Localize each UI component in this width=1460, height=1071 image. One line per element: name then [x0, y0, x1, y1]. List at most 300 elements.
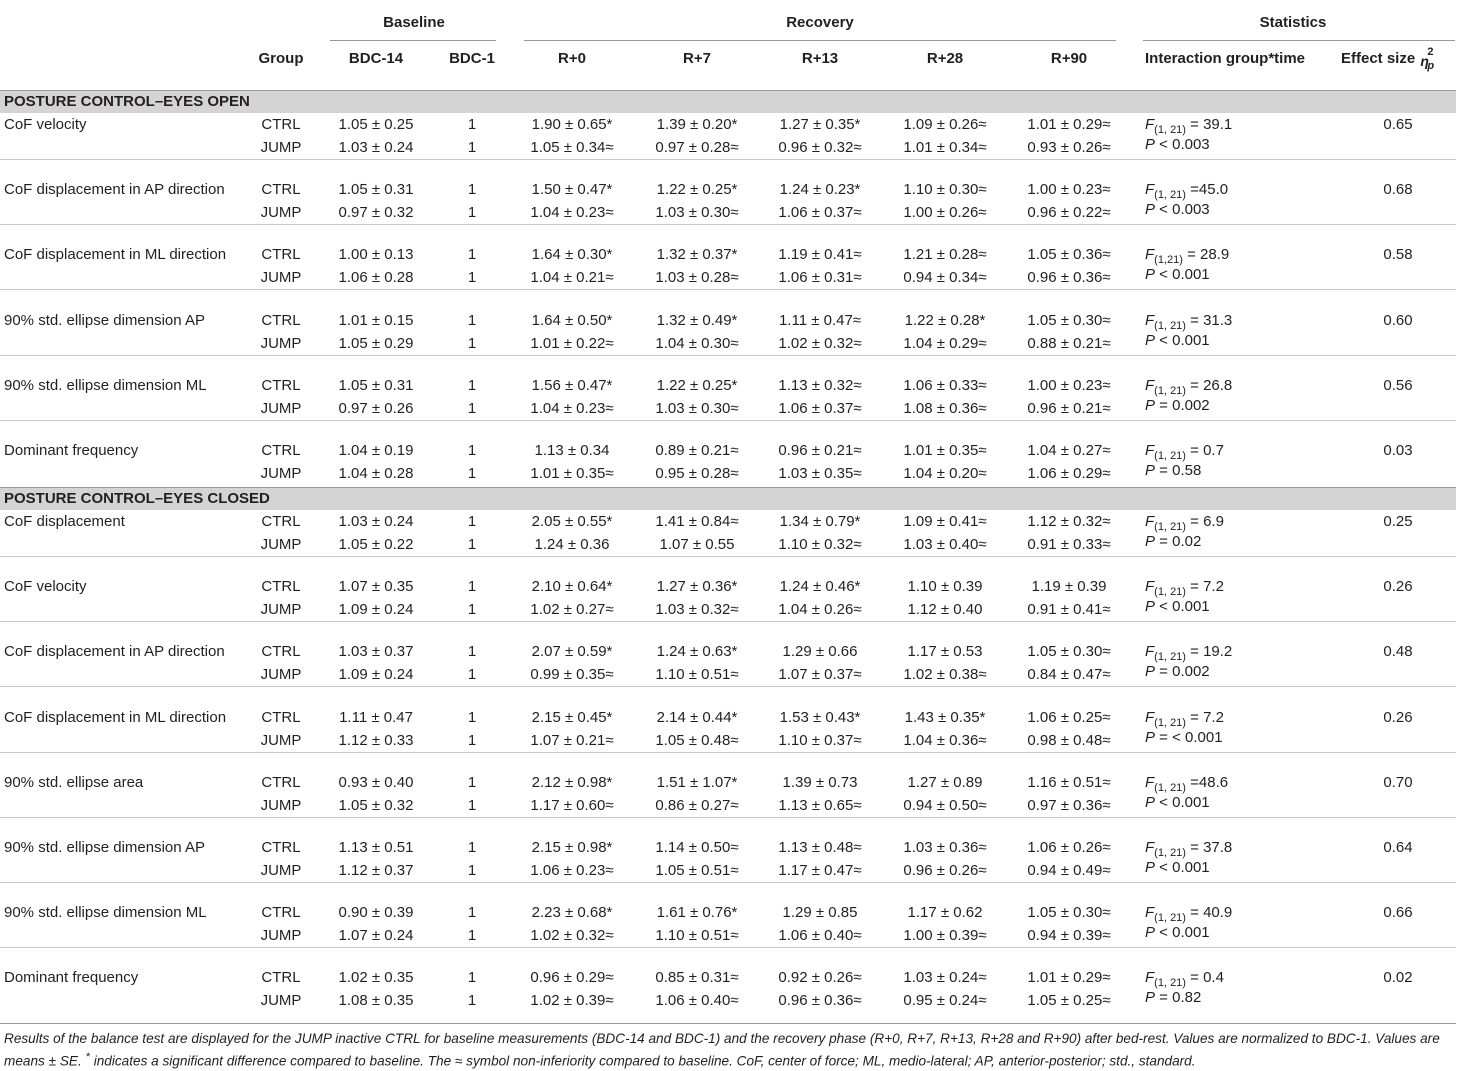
header-baseline: Baseline	[383, 14, 445, 31]
p-letter: P	[1145, 989, 1156, 1007]
cell-value: 1.01 ± 0.29≈	[1027, 969, 1111, 987]
p-statistic	[1145, 266, 1210, 284]
cell-value: 1.22 ± 0.28*	[904, 311, 986, 329]
cell-value: 0.94 ± 0.50≈	[903, 796, 987, 814]
p-statistic	[1145, 462, 1201, 480]
cell-value: 1.03 ± 0.24≈	[903, 969, 987, 987]
cell-value: 0.97 ± 0.36≈	[1027, 796, 1111, 814]
cell-value: 1.05 ± 0.31	[338, 376, 414, 394]
f-letter: F	[1145, 773, 1155, 791]
cell-value: 1.06 ± 0.33≈	[903, 376, 987, 394]
p-statistic	[1145, 201, 1210, 219]
cell-value: 0.96 ± 0.29≈	[530, 969, 614, 987]
f-value: = 37.8	[1185, 839, 1233, 856]
bdc1-value: 1	[467, 465, 477, 482]
section-title: POSTURE CONTROL–EYES OPEN	[4, 93, 250, 110]
f-degrees-of-freedom: (1, 21)	[1154, 781, 1186, 794]
group-label: JUMP	[260, 139, 302, 156]
cell-value: 0.88 ± 0.21≈	[1027, 334, 1111, 352]
cell-value: 1.00 ± 0.39≈	[903, 927, 987, 945]
cell-value: 1.32 ± 0.49*	[656, 311, 738, 329]
cell-value: 1.05 ± 0.34≈	[530, 139, 614, 156]
cell-value: 1.19 ± 0.41≈	[778, 246, 862, 264]
row-measure-label: CoF velocity	[4, 116, 87, 133]
f-degrees-of-freedom: (1, 21)	[1154, 189, 1186, 202]
bdc1-value: 1	[467, 181, 477, 199]
cell-value: 1.39 ± 0.20*	[656, 116, 738, 133]
row-separator	[0, 947, 1456, 948]
cell-value: 1.07 ± 0.21≈	[530, 731, 614, 749]
cell-value: 1.32 ± 0.37*	[656, 246, 738, 264]
cell-value: 1.05 ± 0.48≈	[655, 731, 739, 749]
cell-value: 1.04 ± 0.30≈	[655, 334, 739, 352]
cell-value: 1.04 ± 0.29≈	[903, 334, 987, 352]
cell-value: 1.13 ± 0.51	[338, 839, 414, 856]
cell-value: 1.06 ± 0.40≈	[655, 992, 739, 1010]
group-label: JUMP	[260, 601, 302, 619]
f-value: =48.6	[1185, 773, 1229, 791]
cell-value: 1.05 ± 0.32	[338, 796, 414, 814]
cell-value: 1.01 ± 0.22≈	[530, 334, 614, 352]
cell-value: 1.02 ± 0.27≈	[530, 601, 614, 619]
cell-value: 0.96 ± 0.36≈	[778, 992, 862, 1010]
cell-value: 1.03 ± 0.30≈	[655, 204, 739, 222]
row-separator	[0, 882, 1456, 883]
f-value: = 26.8	[1185, 376, 1233, 394]
cell-value: 1.03 ± 0.40≈	[903, 536, 987, 553]
f-degrees-of-freedom: (1, 21)	[1154, 977, 1186, 990]
cell-value: 1.05 ± 0.29	[338, 334, 414, 352]
cell-value: 0.95 ± 0.28≈	[655, 465, 739, 482]
cell-value: 1.05 ± 0.30≈	[1027, 643, 1111, 661]
p-letter: P	[1145, 793, 1156, 811]
f-letter: F	[1145, 578, 1155, 596]
cell-value: 1.12 ± 0.37	[338, 862, 414, 879]
cell-value: 1.00 ± 0.26≈	[903, 204, 987, 222]
bdc1-value: 1	[467, 204, 477, 222]
cell-value: 0.97 ± 0.28≈	[655, 139, 739, 156]
bdc1-value: 1	[467, 796, 477, 814]
cell-value: 2.07 ± 0.59*	[531, 643, 613, 661]
cell-value: 1.12 ± 0.32≈	[1027, 513, 1111, 530]
f-letter: F	[1145, 643, 1155, 661]
row-separator	[0, 686, 1456, 687]
cell-value: 1.64 ± 0.50*	[531, 311, 613, 329]
bdc1-value: 1	[467, 773, 477, 791]
cell-value: 1.04 ± 0.21≈	[530, 269, 614, 287]
col-header-bdc1: BDC-1	[449, 50, 495, 67]
group-label: JUMP	[260, 399, 302, 417]
cell-value: 1.03 ± 0.28≈	[655, 269, 739, 287]
col-header-group: Group	[258, 50, 304, 67]
col-header-r13: R+13	[801, 50, 839, 67]
col-header-effect-size	[1341, 46, 1437, 72]
p-letter: P	[1145, 201, 1156, 219]
effect-size-value: 0.26	[1383, 578, 1413, 596]
header-recovery: Recovery	[786, 14, 854, 31]
cell-value: 0.96 ± 0.26≈	[903, 862, 987, 879]
f-degrees-of-freedom: (1, 21)	[1154, 124, 1186, 136]
cell-value: 1.03 ± 0.30≈	[655, 399, 739, 417]
p-letter: P	[1145, 136, 1156, 153]
p-letter: P	[1145, 663, 1156, 681]
cell-value: 1.03 ± 0.24	[338, 139, 414, 156]
group-label: CTRL	[261, 311, 301, 329]
effect-size-value: 0.26	[1383, 708, 1413, 726]
group-label: JUMP	[260, 862, 302, 879]
effect-size-value: 0.65	[1383, 116, 1413, 133]
bdc1-value: 1	[467, 708, 477, 726]
cell-value: 0.96 ± 0.32≈	[778, 139, 862, 156]
cell-value: 1.24 ± 0.46*	[779, 578, 861, 596]
cell-value: 2.12 ± 0.98*	[531, 773, 613, 791]
p-letter: P	[1145, 533, 1156, 550]
cell-value: 1.05 ± 0.36≈	[1027, 246, 1111, 264]
bdc1-value: 1	[467, 399, 477, 417]
group-label: CTRL	[261, 904, 301, 922]
cell-value: 1.53 ± 0.43*	[779, 708, 861, 726]
cell-value: 1.06 ± 0.40≈	[778, 927, 862, 945]
eta-squared-symbol: η 2 p	[1420, 46, 1435, 72]
cell-value: 1.05 ± 0.51≈	[655, 862, 739, 879]
cell-value: 1.50 ± 0.47*	[531, 181, 613, 199]
cell-value: 1.19 ± 0.39	[1031, 578, 1107, 596]
cell-value: 1.04 ± 0.23≈	[530, 204, 614, 222]
cell-value: 1.22 ± 0.25*	[656, 376, 738, 394]
effect-size-value: 0.64	[1383, 839, 1413, 856]
bdc1-value: 1	[467, 731, 477, 749]
f-value: = 39.1	[1185, 116, 1233, 133]
cell-value: 1.03 ± 0.32≈	[655, 601, 739, 619]
cell-value: 1.04 ± 0.27≈	[1027, 442, 1111, 459]
p-statistic	[1145, 598, 1210, 616]
cell-value: 1.02 ± 0.35	[338, 969, 414, 987]
f-letter: F	[1145, 246, 1155, 264]
group-label: CTRL	[261, 181, 301, 199]
bdc1-value: 1	[467, 536, 477, 553]
effect-size-value: 0.68	[1383, 181, 1413, 199]
cell-value: 1.14 ± 0.50≈	[655, 839, 739, 856]
cell-value: 0.93 ± 0.26≈	[1027, 139, 1111, 156]
p-value: < 0.001	[1155, 859, 1210, 876]
cell-value: 0.96 ± 0.22≈	[1027, 204, 1111, 222]
row-separator	[0, 556, 1456, 557]
cell-value: 0.94 ± 0.39≈	[1027, 927, 1111, 945]
cell-value: 1.04 ± 0.26≈	[778, 601, 862, 619]
cell-value: 0.99 ± 0.35≈	[530, 666, 614, 684]
p-statistic	[1145, 136, 1210, 154]
col-header-bdc14: BDC-14	[348, 50, 404, 67]
cell-value: 1.01 ± 0.29≈	[1027, 116, 1111, 133]
cell-value: 1.51 ± 1.07*	[656, 773, 738, 791]
f-letter: F	[1145, 708, 1155, 726]
group-label: JUMP	[260, 536, 302, 553]
cell-value: 1.90 ± 0.65*	[531, 116, 613, 133]
cell-value: 0.97 ± 0.32	[338, 204, 414, 222]
cell-value: 1.10 ± 0.39	[907, 578, 983, 596]
p-statistic	[1145, 924, 1210, 942]
cell-value: 1.07 ± 0.24	[338, 927, 414, 945]
cell-value: 1.10 ± 0.37≈	[778, 731, 862, 749]
section-header-bar	[0, 90, 1456, 113]
cell-value: 2.15 ± 0.98*	[531, 839, 613, 856]
f-letter: F	[1145, 181, 1155, 199]
row-measure-label: Dominant frequency	[4, 969, 139, 987]
cell-value: 1.04 ± 0.20≈	[903, 465, 987, 482]
f-degrees-of-freedom: (1, 21)	[1154, 847, 1186, 859]
f-value: = 0.7	[1185, 442, 1224, 459]
col-header-r7: R+7	[683, 50, 711, 67]
f-degrees-of-freedom: (1, 21)	[1154, 450, 1186, 462]
cell-value: 1.24 ± 0.63*	[656, 643, 738, 661]
f-degrees-of-freedom: (1, 21)	[1154, 384, 1186, 397]
cell-value: 1.02 ± 0.32≈	[530, 927, 614, 945]
cell-value: 1.17 ± 0.60≈	[530, 796, 614, 814]
row-measure-label: 90% std. ellipse dimension AP	[4, 311, 205, 329]
cell-value: 1.17 ± 0.53	[907, 643, 983, 661]
cell-value: 1.10 ± 0.30≈	[903, 181, 987, 199]
cell-value: 2.15 ± 0.45*	[531, 708, 613, 726]
cell-value: 1.22 ± 0.25*	[656, 181, 738, 199]
cell-value: 1.05 ± 0.30≈	[1027, 904, 1111, 922]
effect-size-value: 0.03	[1383, 442, 1413, 459]
f-letter: F	[1145, 311, 1155, 329]
bdc1-value: 1	[467, 442, 477, 459]
cell-value: 1.00 ± 0.23≈	[1027, 376, 1111, 394]
cell-value: 0.96 ± 0.21≈	[1027, 399, 1111, 417]
p-letter: P	[1145, 331, 1156, 349]
cell-value: 1.10 ± 0.32≈	[778, 536, 862, 553]
f-value: = 6.9	[1185, 513, 1224, 530]
cell-value: 1.39 ± 0.73	[782, 773, 858, 791]
cell-value: 1.00 ± 0.23≈	[1027, 181, 1111, 199]
cell-value: 0.92 ± 0.26≈	[778, 969, 862, 987]
cell-value: 1.61 ± 0.76*	[656, 904, 738, 922]
f-degrees-of-freedom: (1,21)	[1154, 254, 1183, 267]
group-label: CTRL	[261, 708, 301, 726]
f-degrees-of-freedom: (1, 21)	[1154, 716, 1186, 729]
group-label: CTRL	[261, 643, 301, 661]
f-value: = 7.2	[1185, 578, 1224, 596]
cell-value: 1.27 ± 0.89	[907, 773, 983, 791]
cell-value: 0.98 ± 0.48≈	[1027, 731, 1111, 749]
f-degrees-of-freedom: (1, 21)	[1154, 912, 1186, 925]
cell-value: 0.94 ± 0.49≈	[1027, 862, 1111, 879]
col-header-r28: R+28	[926, 50, 964, 67]
cell-value: 1.04 ± 0.36≈	[903, 731, 987, 749]
p-value: < 0.001	[1155, 924, 1210, 942]
recovery-underline	[524, 40, 1116, 41]
f-degrees-of-freedom: (1, 21)	[1154, 651, 1186, 664]
cell-value: 1.06 ± 0.37≈	[778, 399, 862, 417]
f-letter: F	[1145, 116, 1155, 133]
p-letter: P	[1145, 266, 1156, 284]
cell-value: 1.03 ± 0.36≈	[903, 839, 987, 856]
cell-value: 1.09 ± 0.24	[338, 601, 414, 619]
cell-value: 1.13 ± 0.65≈	[778, 796, 862, 814]
cell-value: 1.17 ± 0.47≈	[778, 862, 862, 879]
effect-size-value: 0.60	[1383, 311, 1413, 329]
bdc1-value: 1	[467, 311, 477, 329]
cell-value: 1.05 ± 0.25	[338, 116, 414, 133]
bdc1-value: 1	[467, 643, 477, 661]
p-value: = 0.002	[1155, 396, 1210, 414]
col-header-interaction: Interaction group*time	[1145, 50, 1306, 67]
cell-value: 0.97 ± 0.26	[338, 399, 414, 417]
effect-size-value: 0.58	[1383, 246, 1413, 264]
cell-value: 1.43 ± 0.35*	[904, 708, 986, 726]
f-letter: F	[1145, 442, 1155, 459]
p-statistic	[1145, 533, 1201, 551]
bdc1-value: 1	[467, 334, 477, 352]
row-separator	[0, 420, 1456, 421]
row-separator	[0, 752, 1456, 753]
p-letter: P	[1145, 462, 1156, 479]
cell-value: 1.03 ± 0.37	[338, 643, 414, 661]
effect-size-value: 0.48	[1383, 643, 1413, 661]
section-title: POSTURE CONTROL–EYES CLOSED	[4, 490, 270, 507]
p-value: < 0.001	[1155, 331, 1210, 349]
cell-value: 1.08 ± 0.36≈	[903, 399, 987, 417]
cell-value: 1.12 ± 0.40	[907, 601, 983, 619]
cell-value: 1.11 ± 0.47	[339, 708, 413, 726]
group-label: CTRL	[261, 578, 301, 596]
bdc1-value: 1	[467, 139, 477, 156]
bdc1-value: 1	[467, 269, 477, 287]
group-label: JUMP	[260, 334, 302, 352]
f-value: = 28.9	[1182, 246, 1230, 264]
cell-value: 1.27 ± 0.35*	[779, 116, 861, 133]
cell-value: 1.03 ± 0.24	[338, 513, 414, 530]
cell-value: 1.04 ± 0.23≈	[530, 399, 614, 417]
p-statistic	[1145, 794, 1210, 812]
row-measure-label: 90% std. ellipse area	[4, 773, 144, 791]
cell-value: 0.94 ± 0.34≈	[903, 269, 987, 287]
cell-value: 0.91 ± 0.41≈	[1027, 601, 1111, 619]
group-label: JUMP	[260, 269, 302, 287]
p-value: = 0.82	[1155, 989, 1202, 1007]
group-label: CTRL	[261, 116, 301, 133]
cell-value: 0.86 ± 0.27≈	[655, 796, 739, 814]
header-statistics: Statistics	[1259, 14, 1327, 31]
bdc1-value: 1	[467, 862, 477, 879]
row-measure-label: 90% std. ellipse dimension ML	[4, 376, 207, 394]
f-value: = 19.2	[1185, 643, 1233, 661]
group-label: CTRL	[261, 376, 301, 394]
cell-value: 1.04 ± 0.28	[338, 465, 414, 482]
statistics-underline	[1143, 40, 1455, 41]
group-label: CTRL	[261, 442, 301, 459]
bdc1-value: 1	[467, 246, 477, 264]
col-header-r0: R+0	[558, 50, 586, 67]
effect-size-value: 0.56	[1383, 376, 1413, 394]
cell-value: 1.41 ± 0.84≈	[655, 513, 739, 530]
cell-value: 1.06 ± 0.31≈	[778, 269, 862, 287]
cell-value: 1.11 ± 0.47≈	[778, 311, 862, 329]
f-degrees-of-freedom: (1, 21)	[1154, 586, 1186, 599]
cell-value: 1.21 ± 0.28≈	[903, 246, 987, 264]
cell-value: 1.02 ± 0.39≈	[530, 992, 614, 1010]
f-value: = 7.2	[1185, 708, 1224, 726]
cell-value: 1.24 ± 0.23*	[779, 181, 861, 199]
cell-value: 1.01 ± 0.35≈	[530, 465, 614, 482]
section-header-bar	[0, 487, 1456, 510]
bdc1-value: 1	[467, 376, 477, 394]
group-label: CTRL	[261, 839, 301, 856]
cell-value: 1.09 ± 0.26≈	[903, 116, 987, 133]
row-measure-label: CoF displacement in ML direction	[4, 246, 227, 264]
bdc1-value: 1	[467, 601, 477, 619]
cell-value: 1.09 ± 0.41≈	[903, 513, 987, 530]
group-label: JUMP	[260, 204, 302, 222]
cell-value: 0.90 ± 0.39	[338, 904, 414, 922]
table-bottom-rule	[0, 1023, 1456, 1024]
cell-value: 1.13 ± 0.48≈	[778, 839, 862, 856]
effect-size-value: 0.25	[1383, 513, 1413, 530]
p-value: = 0.58	[1155, 462, 1202, 479]
row-measure-label: 90% std. ellipse dimension AP	[4, 839, 205, 856]
p-statistic	[1145, 729, 1223, 747]
cell-value: 1.08 ± 0.35	[338, 992, 414, 1010]
f-letter: F	[1145, 904, 1155, 922]
p-statistic	[1145, 989, 1201, 1007]
row-measure-label: 90% std. ellipse dimension ML	[4, 904, 207, 922]
p-value: < 0.001	[1155, 266, 1210, 284]
cell-value: 2.14 ± 0.44*	[656, 708, 738, 726]
cell-value: 1.27 ± 0.36*	[656, 578, 738, 596]
cell-value: 1.01 ± 0.35≈	[903, 442, 987, 459]
group-label: JUMP	[260, 666, 302, 684]
bdc1-value: 1	[467, 116, 477, 133]
cell-value: 1.29 ± 0.66	[782, 643, 858, 661]
cell-value: 2.10 ± 0.64*	[531, 578, 613, 596]
f-degrees-of-freedom: (1, 21)	[1154, 521, 1186, 533]
cell-value: 1.06 ± 0.26≈	[1027, 839, 1111, 856]
p-statistic	[1145, 663, 1210, 681]
cell-value: 2.23 ± 0.68*	[531, 904, 613, 922]
cell-value: 0.95 ± 0.24≈	[903, 992, 987, 1010]
bdc1-value: 1	[467, 969, 477, 987]
row-measure-label: CoF displacement	[4, 513, 125, 530]
cell-value: 1.05 ± 0.30≈	[1027, 311, 1111, 329]
cell-value: 1.01 ± 0.34≈	[903, 139, 987, 156]
cell-value: 1.05 ± 0.31	[338, 181, 414, 199]
p-value: = 0.02	[1155, 533, 1202, 550]
p-statistic	[1145, 859, 1210, 877]
p-letter: P	[1145, 924, 1156, 942]
group-label: JUMP	[260, 927, 302, 945]
bdc1-value: 1	[467, 578, 477, 596]
cell-value: 1.06 ± 0.25≈	[1027, 708, 1111, 726]
f-degrees-of-freedom: (1, 21)	[1154, 319, 1186, 332]
row-measure-label: CoF displacement in ML direction	[4, 708, 227, 726]
bdc1-value: 1	[467, 904, 477, 922]
row-separator	[0, 355, 1456, 356]
p-value: < 0.001	[1155, 793, 1210, 811]
cell-value: 1.34 ± 0.79*	[779, 513, 861, 530]
p-value: = < 0.001	[1155, 728, 1223, 746]
group-label: JUMP	[260, 731, 302, 749]
effect-size-label: Effect size	[1341, 50, 1416, 67]
cell-value: 0.96 ± 0.36≈	[1027, 269, 1111, 287]
p-value: < 0.001	[1155, 598, 1210, 616]
p-value: = 0.002	[1155, 663, 1210, 681]
footnote-line-1: Results of the balance test are displayed for the JUMP inactive CTRL for baseline measurements (BDC-14 and BDC-1) and the recovery phase (R+0, R+7, R+13, R+28 and R+90) after bed-rest. Values are normalized to BDC-1.	[4, 1031, 1372, 1046]
row-separator	[0, 224, 1456, 225]
col-header-r90: R+90	[1050, 50, 1088, 67]
cell-value: 1.05 ± 0.25≈	[1027, 992, 1111, 1010]
cell-value: 1.07 ± 0.37≈	[778, 666, 862, 684]
